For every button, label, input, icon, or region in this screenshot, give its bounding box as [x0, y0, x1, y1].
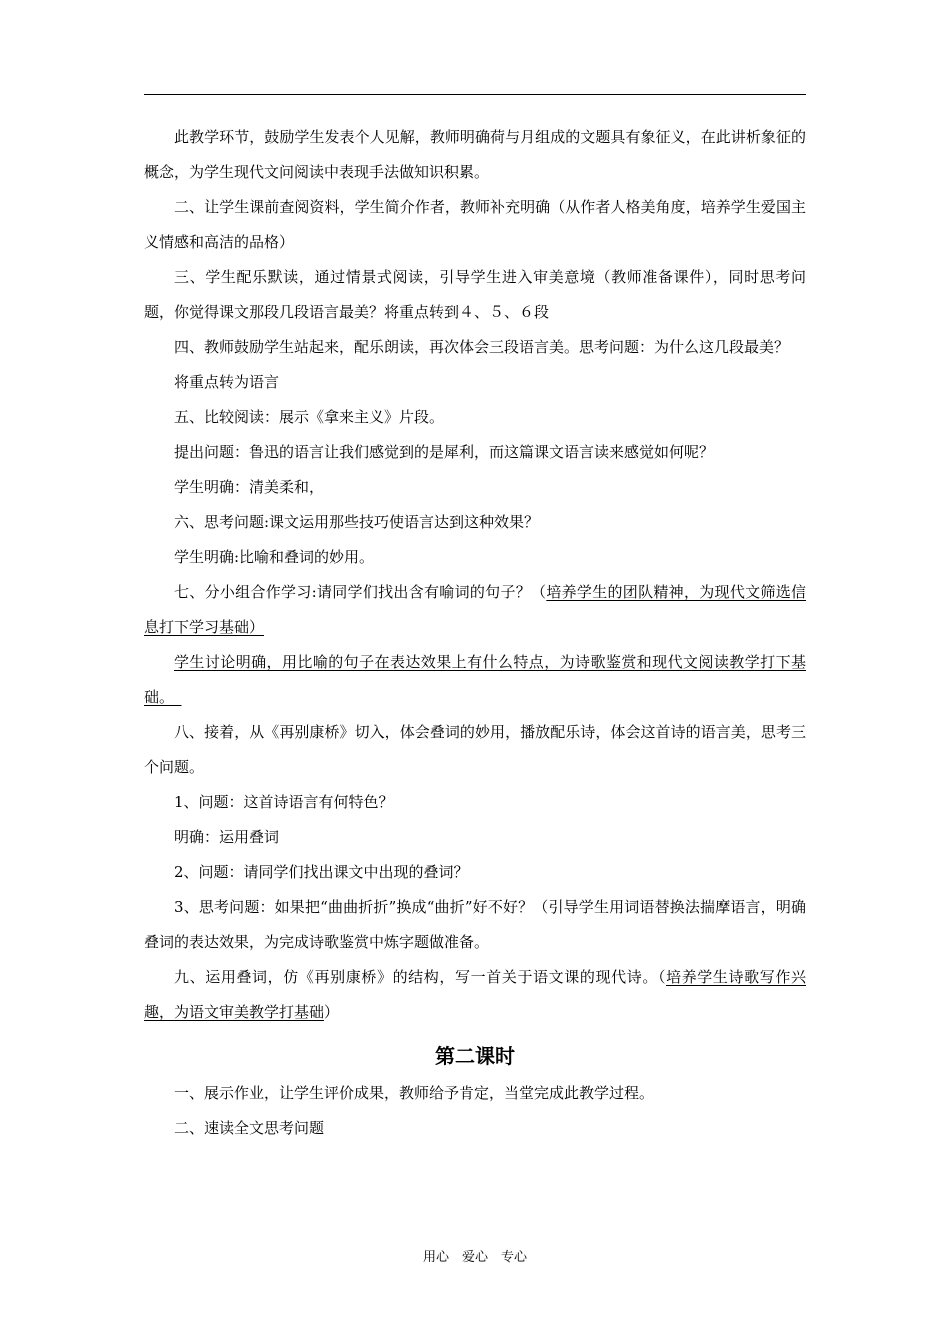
header-rule — [144, 94, 806, 95]
section-title: 第二课时 — [435, 1044, 515, 1068]
underlined-note: 培养学生的团队精神，为现代文筛选信息打下学习基础） — [144, 583, 806, 636]
paragraph: 五、比较阅读：展示《拿来主义》片段。 — [174, 408, 445, 426]
paragraph: 三、学生配乐默读，通过情景式阅读，引导学生进入审美意境（教师准备课件），同时思考问题，你觉得课文那段几段语言最美？将重点转到４、５、６段 — [144, 268, 806, 321]
paragraph: 2、问题：请同学们找出课文中出现的叠词？ — [174, 863, 469, 881]
paragraph — [144, 960, 806, 1030]
paragraph: 四、教师鼓励学生站起来，配乐朗读，再次体会三段语言美。思考问题：为什么这几段最美？ — [174, 338, 790, 356]
paragraph: 将重点转为语言 — [174, 373, 280, 391]
paragraph: 3、思考问题：如果把“曲曲折折”换成“曲折”好不好？（引导学生用词语替换法揣摩语言，明确叠词的表达效果，为完成诗歌鉴赏中炼字题做准备。 — [144, 898, 806, 951]
paragraph: 二、让学生课前查阅资料，学生简介作者，教师补充明确（从作者人格美角度，培养学生爱国主义情感和高洁的品格） — [144, 198, 806, 251]
paragraph — [144, 575, 806, 645]
paragraph-text: 七、分小组合作学习:请同学们找出含有喻词的句子？（ — [174, 583, 547, 601]
underlined-note: 学生讨论明确，用比喻的句子在表达效果上有什么特点，为诗歌鉴赏和现代文阅读教学打下基础。 — [144, 653, 806, 706]
paragraph: 二、速读全文思考问题 — [174, 1119, 325, 1137]
paragraph-text: 九、运用叠词，仿《再别康桥》的结构，写一首关于语文课的现代诗。（ — [174, 968, 667, 986]
paragraph: 六、思考问题:课文运用那些技巧使语言达到这种效果？ — [174, 513, 540, 531]
paragraph: 八、接着，从《再别康桥》切入，体会叠词的妙用，播放配乐诗，体会这首诗的语言美，思考三个问题。 — [144, 723, 806, 776]
paragraph: 此教学环节，鼓励学生发表个人见解，教师明确荷与月组成的文题具有象征义，在此讲析象征的概念，为学生现代文问阅读中表现手法做知识积累。 — [144, 128, 806, 181]
underlined-note: 培养学生诗歌写作兴趣，为语文审美教学打基础 — [144, 968, 806, 1021]
paragraph: 提出问题：鲁迅的语言让我们感觉到的是犀利，而这篇课文语言读来感觉如何呢？ — [174, 443, 715, 461]
paragraph — [144, 645, 806, 715]
paragraph-text: ） — [324, 1003, 340, 1021]
paragraph: 学生明确:比喻和叠词的妙用。 — [174, 548, 375, 566]
paragraph: 一、展示作业，让学生评价成果，教师给予肯定，当堂完成此教学过程。 — [174, 1084, 655, 1102]
paragraph: 1、问题：这首诗语言有何特色？ — [174, 793, 394, 811]
paragraph: 明确：运用叠词 — [174, 828, 280, 846]
document-body — [144, 120, 806, 1146]
page-footer: 用心 爱心 专心 — [422, 1250, 527, 1265]
paragraph: 学生明确：清美柔和， — [174, 478, 325, 496]
